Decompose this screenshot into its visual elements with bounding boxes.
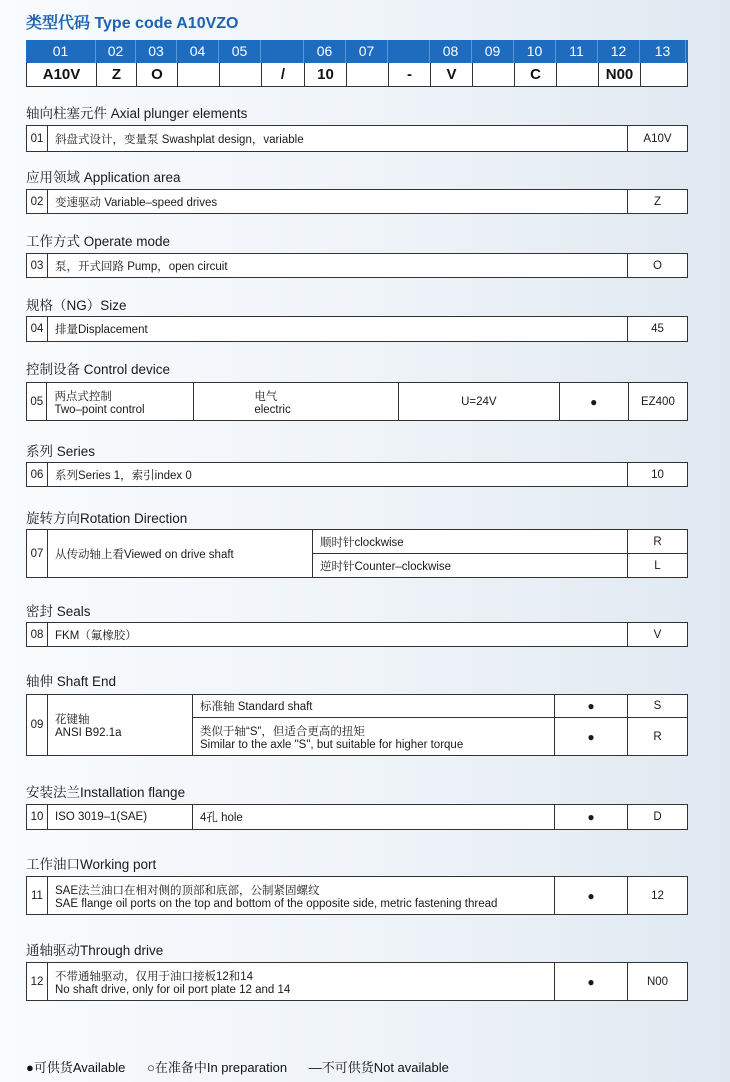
shaft-table [26,694,688,756]
code-cell [473,63,515,86]
control-table [26,382,688,421]
series-table [26,462,688,487]
section-title-seals: 密封 Seals [26,604,91,619]
control-desc-cn: 两点式控制 [54,390,112,403]
position-cell [388,40,430,63]
position-cell: 13 [640,40,686,63]
shaft-description [48,695,193,756]
code-cell: - [389,63,431,86]
legend-not-available: —不可供货Not available [308,1060,449,1075]
position-cell: 04 [177,40,219,63]
rotation-table [26,529,688,578]
code-cell [220,63,262,86]
shaft-opt2-cn: 类似于轴“S”，但适合更高的扭矩 [200,725,365,738]
shaft-desc-cn: 花键轴 [55,714,90,726]
legend [26,1057,467,1076]
row-number: 05 [27,383,47,421]
row-number: 03 [27,254,48,278]
control-voltage: U=24V [398,383,559,421]
availability-dot: ● [555,877,628,915]
option-description: 斜盘式设计，变量泵 Swashplat design，variable [48,126,628,152]
position-cell: 01 [26,40,96,63]
row-number: 07 [27,530,48,578]
option-code: R [628,530,688,554]
position-cell: 05 [219,40,261,63]
code-cell: N00 [599,63,641,86]
row-number: 08 [27,623,48,647]
section-title-shaft: 轴伸 Shaft End [26,674,117,689]
option-code: O [628,254,688,278]
rotation-option-clockwise: 顺时针clockwise [313,530,628,554]
option-code: S [628,695,688,718]
control-type [194,383,399,421]
control-type-cn: 电气 [254,390,278,403]
position-cell: 07 [346,40,388,63]
section-title-port: 工作油口Working port [26,857,157,872]
row-number: 09 [27,695,48,756]
option-description: 泵，开式回路 Pump，open circuit [48,254,628,278]
section-title-control: 控制设备 Control device [26,362,171,377]
availability-dot: ● [555,718,628,756]
flange-table [26,804,688,830]
page-title: 类型代码 Type code A10VZO [26,15,239,32]
option-description: 排量Displacement [48,317,628,342]
port-desc-cn: SAE法兰油口在相对侧的顶部和底部，公制紧固螺纹 [55,884,320,897]
option-description: 从传动轴上看Viewed on drive shaft [48,530,313,578]
port-table [26,876,688,915]
control-type-en: electric [254,403,291,416]
through-description [48,963,555,1001]
seals-table [26,622,688,647]
code-cell [347,63,389,86]
position-cell: 06 [304,40,346,63]
availability-dot: ● [559,383,628,421]
rotation-option-counterclockwise: 逆时针Counter–clockwise [313,554,628,578]
shaft-option-torque [193,718,555,756]
row-number: 02 [27,190,48,214]
control-description [47,383,194,421]
option-code: V [628,623,688,647]
legend-in-preparation: ○在准备中In preparation [147,1060,288,1075]
operate-table [26,253,688,278]
code-cell: A10V [27,63,97,86]
row-number: 10 [27,805,48,830]
position-cell: 02 [96,40,136,63]
option-code: Z [628,190,688,214]
shaft-option-standard: 标准轴 Standard shaft [193,695,555,718]
option-description: 变速驱动 Variable–speed drives [48,190,628,214]
code-cell: O [137,63,178,86]
code-cell: V [431,63,473,86]
position-cell: 11 [556,40,598,63]
code-cell [641,63,687,86]
row-number: 04 [27,317,48,342]
shaft-opt2-en: Similar to the axle "S", but suitable for higher torque [200,738,464,751]
position-cell: 12 [598,40,640,63]
control-desc-en: Two–point control [54,403,145,416]
position-cell: 09 [472,40,514,63]
section-title-flange: 安装法兰Installation flange [26,785,186,800]
size-table [26,316,688,342]
section-title-application: 应用领域 Application area [26,170,181,185]
option-code: 45 [628,317,688,342]
through-table [26,962,688,1001]
type-code-value-row [26,63,688,87]
option-code: A10V [628,126,688,152]
position-cell: 10 [514,40,556,63]
section-title-operate: 工作方式 Operate mode [26,234,171,249]
flange-option: 4孔 hole [193,805,555,830]
code-cell: / [262,63,305,86]
position-cell: 03 [136,40,177,63]
option-code: EZ400 [628,383,687,421]
axial-table [26,125,688,152]
option-description: ISO 3019–1(SAE) [48,805,193,830]
option-code: L [628,554,688,578]
row-number: 01 [27,126,48,152]
option-description: 系列Series 1，索引index 0 [48,463,628,487]
section-title-series: 系列 Series [26,444,96,459]
option-code: N00 [628,963,688,1001]
code-cell [557,63,599,86]
availability-dot: ● [555,695,628,718]
through-desc-cn: 不带通轴驱动，仅用于油口接板12和14 [55,970,254,983]
type-code-table [26,40,688,87]
type-code-position-row [26,40,688,63]
code-cell: 10 [305,63,347,86]
position-cell: 08 [430,40,472,63]
code-cell: C [515,63,557,86]
section-title-rotation: 旋转方向Rotation Direction [26,511,188,526]
legend-available: ●可供货Available [26,1060,126,1075]
availability-dot: ● [555,805,628,830]
position-cell [261,40,304,63]
option-code: 10 [628,463,688,487]
section-title-size: 规格（NG）Size [26,298,127,313]
availability-dot: ● [555,963,628,1001]
code-cell: Z [97,63,137,86]
shaft-desc-en: ANSI B92.1a [55,727,122,739]
code-cell [178,63,220,86]
row-number: 06 [27,463,48,487]
option-description: FKM（氟橡胶） [48,623,628,647]
option-code: D [628,805,688,830]
application-table [26,189,688,214]
row-number: 11 [27,877,48,915]
through-desc-en: No shaft drive, only for oil port plate 12 and 14 [55,983,291,996]
row-number: 12 [27,963,48,1001]
port-desc-en: SAE flange oil ports on the top and bottom of the opposite side, metric fastening thread [55,897,498,910]
port-description [48,877,555,915]
option-code: 12 [628,877,688,915]
section-title-through: 通轴驱动Through drive [26,943,164,958]
section-title-axial: 轴向柱塞元件 Axial plunger elements [26,106,248,121]
option-code: R [628,718,688,756]
